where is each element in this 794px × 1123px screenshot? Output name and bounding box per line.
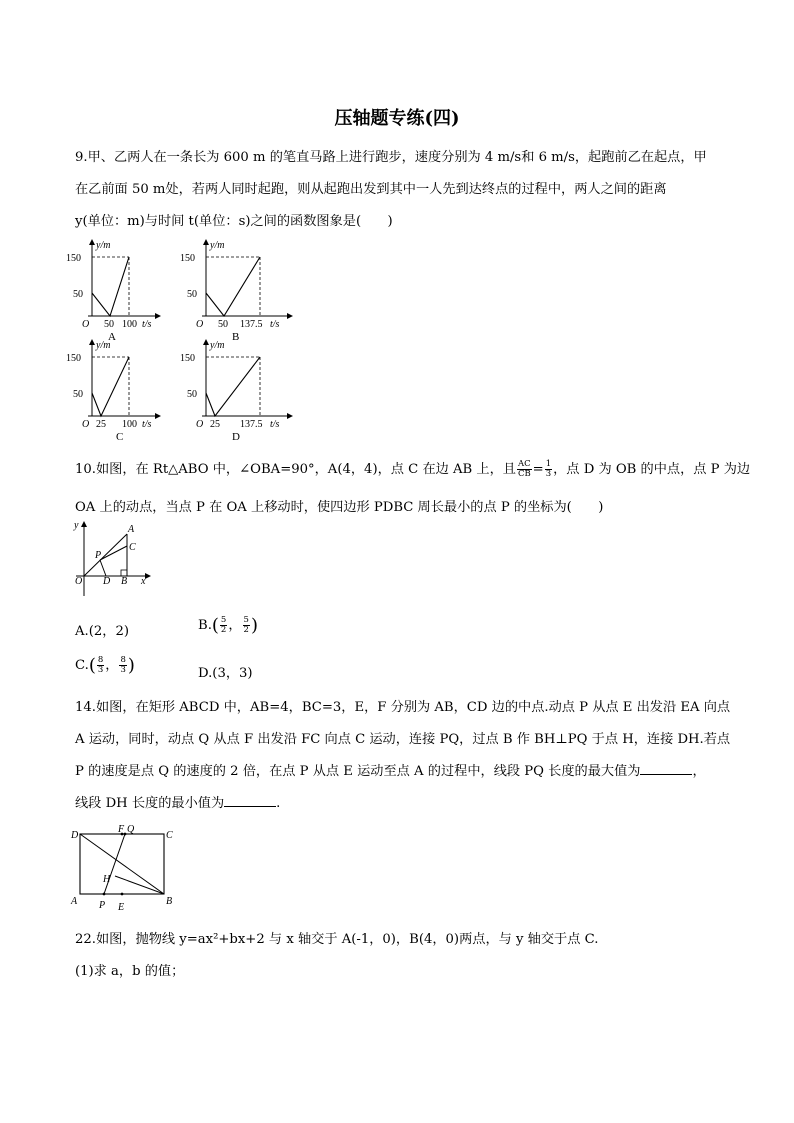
q10-option-c: C.( $\frac{8}{3}$ ， $\frac{8}{3}$ ) (75, 655, 135, 676)
q9-graph-c (66, 340, 160, 440)
q9-graphs (60, 236, 300, 440)
q9-a-xtick-2: 100 (122, 319, 137, 330)
q9-graph-d (180, 340, 292, 440)
q9-b-ylabel: y/m (210, 240, 225, 251)
q10-fig-a: A (128, 524, 135, 535)
q10-fig-b: B (121, 576, 128, 587)
q14-fig-p: P (99, 900, 106, 911)
q14-text-line1: 14.如图，在矩形 ABCD 中，AB=4，BC=3，E，F 分别为 AB，CD 边的中点.动点 P 从点 E 出发沿 EA 向点 (75, 700, 731, 715)
q10-fraction-ac-cb: $\frac{AC}{CB}$ (517, 459, 531, 479)
q9-b-ytick-50: 50 (187, 289, 197, 300)
q9-graph-a (66, 240, 160, 343)
q9-a-ylabel: y/m (96, 240, 111, 251)
q10-fig-p: P (95, 550, 102, 561)
q9-c-xlabel: t/s (142, 419, 152, 430)
q9-b-origin: O (196, 319, 204, 330)
q14-fig-c: C (166, 830, 173, 841)
q10-option-d: D.(3，3) (198, 666, 253, 681)
q9-d-origin: O (196, 419, 204, 430)
q9-text-line1: 9.甲、乙两人在一条长为 600 m 的笔直马路上进行跑步，速度分别为 4 m/s和 6 m/s，起跑前乙在起点，甲 (75, 150, 707, 165)
q9-b-xtick-2: 137.5 (240, 319, 263, 330)
q9-graph-b (180, 240, 292, 343)
q22-text-line1: 22.如图，抛物线 y=ax²+bx+2 与 x 轴交于 A(-1，0)，B(4，0)两点，与 y 轴交于点 C. (75, 932, 599, 947)
q14-text-line4: 线段 DH 长度的最小值为 . (75, 796, 281, 811)
q9-a-origin: O (82, 319, 90, 330)
q9-a-ytick-50: 50 (73, 289, 83, 300)
q14-fig-h: H (103, 874, 111, 885)
q10-text-line2: OA 上的动点，当点 P 在 OA 上移动时，使四边形 PDBC 周长最小的点 P 的坐标为( ) (75, 500, 604, 515)
q9-c-ytick-50: 50 (73, 389, 83, 400)
q9-b-xtick-1: 50 (218, 319, 228, 330)
q10-fraction-one-third: $\frac{1}{3}$ (545, 459, 552, 479)
q9-text-line3: y(单位：m)与时间 t(单位：s)之间的函数图象是( ) (75, 214, 393, 229)
q9-b-ytick-150: 150 (180, 253, 195, 264)
q10-text-line1: 10.如图，在 Rt△ABO 中，∠OBA=90°，A(4，4)，点 C 在边 AB 上，且 $\frac{AC}{CB}$ = $\frac{1}{3}$ ，点 D 为 OB 的中点，点 P 为边 (75, 459, 751, 479)
q14-fig-q: Q (127, 824, 135, 835)
q14-text-line3: P 的速度是点 Q 的速度的 2 倍，在点 P 从点 E 运动至点 A 的过程中，线段 PQ 长度的最大值为 ， (75, 764, 706, 779)
q9-b-xlabel: t/s (270, 319, 280, 330)
q10-line1-part-a: 10.如图，在 Rt△ABO 中，∠OBA=90°，A(4，4)，点 C 在边 AB 上，且 (75, 462, 516, 477)
q14-fig-a: A (71, 896, 78, 907)
q14-fig-f: F (118, 824, 125, 835)
q9-d-ytick-150: 150 (180, 353, 195, 364)
q9-d-ylabel: y/m (210, 340, 225, 351)
q14-fig-d: D (71, 830, 79, 841)
q9-c-xtick-2: 100 (122, 419, 137, 430)
q10-fig-y: y (74, 520, 79, 531)
q14-fig-b: B (166, 896, 173, 907)
q9-c-label: C (116, 431, 124, 440)
q9-c-ytick-150: 150 (66, 353, 81, 364)
q14-blank-pq-max[interactable] (640, 762, 692, 775)
q9-d-xtick-2: 137.5 (240, 419, 263, 430)
q14-text-line2: A 运动，同时，动点 Q 从点 F 出发沿 FC 向点 C 运动，连接 PQ，过点 B 作 BH⊥PQ 于点 H，连接 DH.若点 (75, 732, 731, 747)
q22-text-line2: (1)求 a，b 的值； (75, 964, 185, 979)
q9-a-xtick-1: 50 (104, 319, 114, 330)
q10-fig-o: O (75, 576, 83, 587)
q9-c-ylabel: y/m (96, 340, 111, 351)
q9-d-xlabel: t/s (270, 419, 280, 430)
q9-c-origin: O (82, 419, 90, 430)
page-title: 压轴题专练(四) (334, 108, 460, 129)
q9-c-xtick-1: 25 (96, 419, 106, 430)
q10-figure (70, 518, 160, 600)
q9-a-label: A (108, 331, 116, 343)
q9-d-ytick-50: 50 (187, 389, 197, 400)
q10-option-a: A.(2，2) (75, 624, 129, 639)
q14-blank-dh-min[interactable] (224, 794, 276, 807)
q9-a-ytick-150: 150 (66, 253, 81, 264)
q9-text-line2: 在乙前面 50 m处，若两人同时起跑，则从起跑出发到其中一人先到达终点的过程中，两人之间的距离 (75, 182, 667, 197)
q9-d-label: D (232, 431, 240, 440)
q10-fig-x: x (141, 576, 146, 587)
q9-b-label: B (232, 331, 240, 343)
q14-fig-e: E (118, 902, 125, 913)
q9-d-xtick-1: 25 (210, 419, 220, 430)
q9-a-xlabel: t/s (142, 319, 152, 330)
q14-figure (66, 822, 182, 916)
q10-line1-part-b: ，点 D 为 OB 的中点，点 P 为边 (553, 462, 751, 477)
q10-option-b: B.( $\frac{5}{2}$ ， $\frac{5}{2}$ ) (198, 615, 258, 636)
q10-fig-d: D (103, 576, 111, 587)
q10-fig-c: C (129, 542, 136, 553)
